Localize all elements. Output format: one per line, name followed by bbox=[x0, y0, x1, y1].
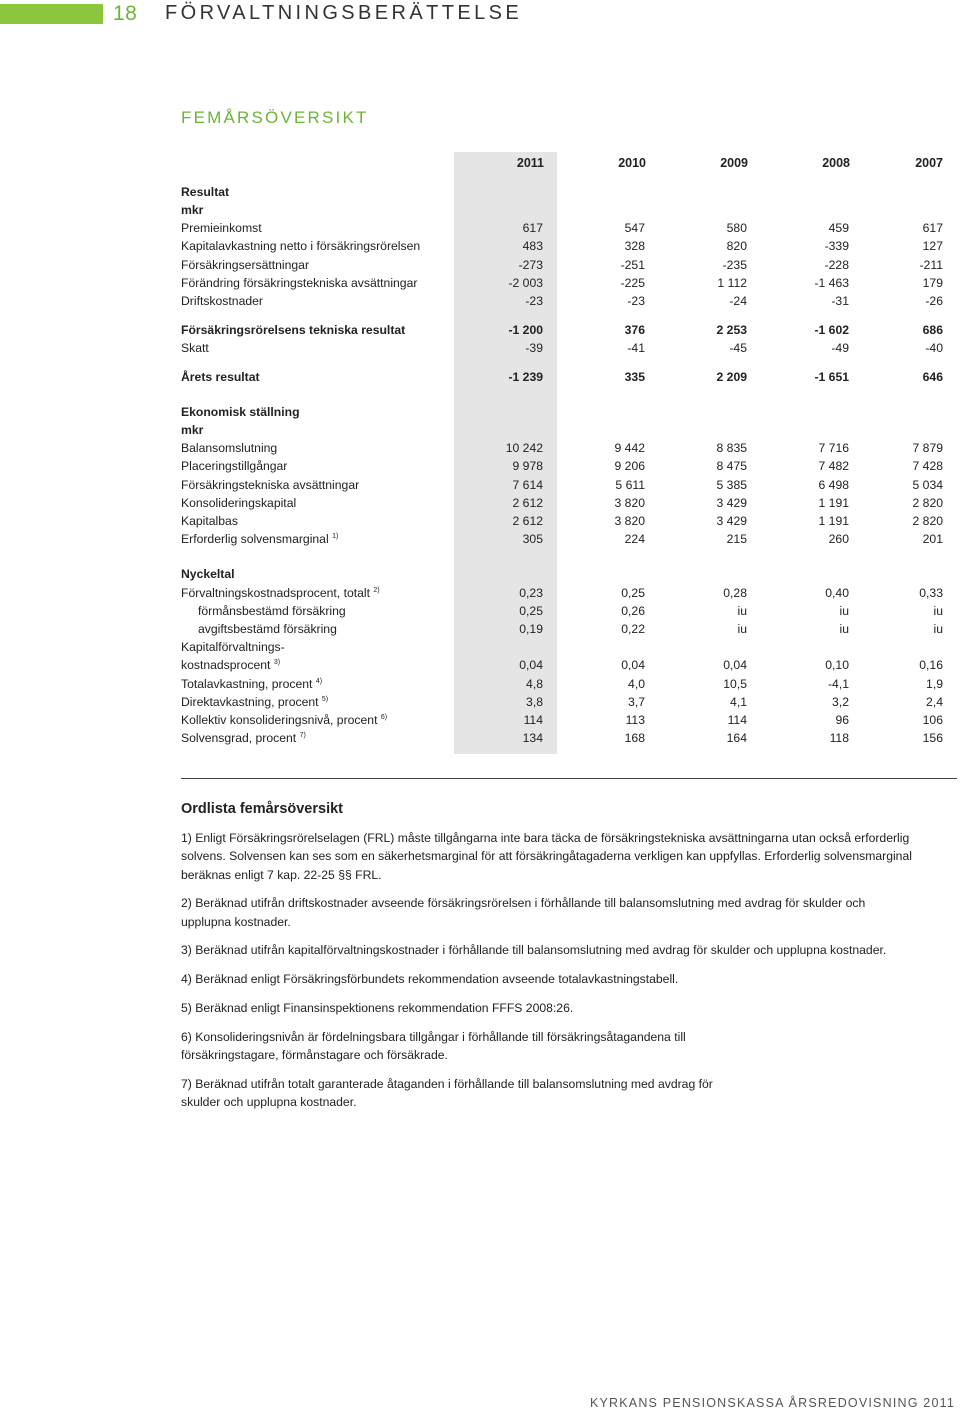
row-label: Kapitalbas bbox=[181, 513, 238, 528]
row-label-text: Totalavkastning, procent bbox=[181, 676, 313, 691]
cell-2009: 1 112 bbox=[717, 275, 747, 290]
table-row bbox=[181, 439, 956, 457]
cell-2011: 2 612 bbox=[512, 495, 543, 510]
unit-row bbox=[181, 421, 956, 439]
table-row bbox=[181, 274, 956, 292]
cell-2007: 106 bbox=[922, 712, 943, 727]
row-label: Försäkringsersättningar bbox=[181, 257, 310, 272]
cell-2009: iu bbox=[737, 621, 747, 636]
cell-2008: 0,40 bbox=[825, 585, 849, 600]
table-row bbox=[181, 494, 956, 512]
annual-result-row bbox=[181, 368, 956, 386]
cell-2009: -24 bbox=[729, 293, 747, 308]
cell-2008: 96 bbox=[835, 712, 849, 727]
cell-2007: 617 bbox=[922, 221, 943, 236]
row-label: Kapitalförvaltnings- bbox=[181, 640, 285, 655]
cell-2009: 5 385 bbox=[716, 477, 747, 492]
section-heading-row bbox=[181, 183, 956, 201]
cell-2009: 2 253 bbox=[716, 322, 747, 337]
cell-2010: 9 442 bbox=[614, 441, 645, 456]
table-row bbox=[181, 693, 956, 711]
table-row bbox=[181, 292, 956, 310]
table-row bbox=[181, 602, 956, 620]
page-header bbox=[0, 0, 960, 26]
cell-2007: 0,33 bbox=[919, 585, 943, 600]
section-title: FEMÅRSÖVERSIKT bbox=[181, 108, 369, 127]
cell-2011: 0,04 bbox=[519, 658, 543, 673]
cell-2011: 2 612 bbox=[512, 513, 543, 528]
cell-2010: -41 bbox=[627, 340, 645, 355]
cell-2007: 2 820 bbox=[912, 513, 943, 528]
cell-2011: 0,25 bbox=[519, 603, 543, 618]
glossary-note: 3) Beräknad utifrån kapitalförvaltningskostnader i förhållande till balansomslutning med avdrag för skulder och upplupna kostnader. bbox=[181, 943, 887, 958]
row-label: förmånsbestämd försäkring bbox=[198, 603, 346, 618]
cell-2008: -339 bbox=[824, 239, 849, 254]
cell-2009: 4,1 bbox=[730, 694, 747, 709]
footnote-marker: 4) bbox=[315, 677, 323, 685]
cell-2011: 617 bbox=[522, 221, 543, 236]
cell-2008: -49 bbox=[831, 340, 849, 355]
cell-2011: 9 978 bbox=[512, 459, 543, 474]
row-label: Konsolideringskapital bbox=[181, 495, 297, 510]
row-label-text: Direktavkastning, procent bbox=[181, 694, 319, 709]
year-header: 2008 bbox=[822, 156, 850, 170]
cell-2011: 0,19 bbox=[519, 621, 543, 636]
row-label: Premieinkomst bbox=[181, 221, 262, 236]
section-heading: Resultat bbox=[181, 184, 230, 199]
cell-2007: 686 bbox=[922, 322, 943, 337]
footnote-marker: 1) bbox=[332, 533, 339, 541]
cell-2008: 3,2 bbox=[832, 694, 849, 709]
glossary-note: 5) Beräknad enligt Finansinspektionens rekommendation FFFS 2008:26. bbox=[181, 1001, 574, 1016]
row-label: Balansomslutning bbox=[181, 441, 278, 456]
section-heading-row bbox=[181, 403, 956, 421]
tax-row bbox=[181, 339, 956, 357]
row-label bbox=[181, 711, 454, 729]
cell-2011: 10 242 bbox=[505, 441, 543, 456]
row-label-text: Förvaltningskostnadsprocent, totalt bbox=[181, 585, 371, 600]
cell-2010: 224 bbox=[624, 532, 645, 547]
cell-2010: 0,26 bbox=[621, 603, 645, 618]
cell-2007: 2 820 bbox=[912, 495, 943, 510]
cell-2007: iu bbox=[933, 621, 943, 636]
table-row bbox=[181, 584, 956, 602]
cell-2008: -4,1 bbox=[827, 676, 849, 691]
row-label bbox=[181, 584, 454, 602]
row-label: Årets resultat bbox=[181, 369, 260, 384]
cell-2008: 7 716 bbox=[818, 441, 849, 456]
cell-2010: 335 bbox=[624, 369, 645, 384]
cell-2008: -1 602 bbox=[814, 322, 849, 337]
cell-2010: 3,7 bbox=[628, 694, 645, 709]
row-label: Kapitalavkastning netto i försäkringsrörelsen bbox=[181, 239, 421, 254]
cell-2011: 7 614 bbox=[512, 477, 543, 492]
year-header: 2009 bbox=[720, 156, 748, 170]
five-year-table-container bbox=[181, 154, 956, 747]
cell-2011: 305 bbox=[522, 532, 543, 547]
table-row bbox=[181, 656, 956, 674]
cell-2011: -1 200 bbox=[508, 322, 543, 337]
cell-2008: -1 463 bbox=[814, 275, 849, 290]
header-title: FÖRVALTNINGSBERÄTTELSE bbox=[165, 2, 523, 24]
table-row bbox=[181, 457, 956, 475]
five-year-table bbox=[181, 154, 956, 747]
cell-2010: 4,0 bbox=[628, 676, 645, 691]
cell-2010: 113 bbox=[625, 712, 645, 727]
cell-2007: 156 bbox=[922, 731, 943, 746]
cell-2009: 3 429 bbox=[716, 495, 747, 510]
cell-2007: 7 428 bbox=[912, 459, 943, 474]
cell-2010: -251 bbox=[620, 257, 645, 272]
technical-result-row bbox=[181, 321, 956, 339]
cell-2009: 114 bbox=[727, 712, 747, 727]
cell-2010: 9 206 bbox=[614, 459, 645, 474]
footnote-marker: 6) bbox=[380, 713, 388, 721]
year-header: 2010 bbox=[618, 156, 646, 170]
header-label-cell bbox=[181, 154, 454, 172]
cell-2010: 0,25 bbox=[621, 585, 645, 600]
cell-2010: 168 bbox=[624, 731, 645, 746]
cell-2011: -273 bbox=[518, 257, 543, 272]
cell-2011: -39 bbox=[525, 340, 543, 355]
cell-2010: 0,22 bbox=[621, 621, 645, 636]
cell-2009: 580 bbox=[726, 221, 747, 236]
glossary-note: 2) Beräknad utifrån driftskostnader avseende försäkringsrörelsen i förhållande till balansomslutning med avdrag för skulder och upplupna kostnader. bbox=[181, 896, 866, 929]
cell-2010: -23 bbox=[627, 293, 645, 308]
cell-2009: -45 bbox=[729, 340, 747, 355]
unit-label: mkr bbox=[181, 422, 204, 437]
year-header: 2007 bbox=[915, 156, 943, 170]
table-row bbox=[181, 620, 956, 638]
glossary-note: 7) Beräknad utifrån totalt garanterade åtaganden i förhållande till balansomslutning med avdrag för skulder och upplupna kostnader. bbox=[181, 1076, 713, 1110]
cell-2007: 2,4 bbox=[926, 694, 943, 709]
cell-2011: -23 bbox=[525, 293, 543, 308]
cell-2009: 820 bbox=[726, 239, 747, 254]
cell-2007: 1,9 bbox=[926, 676, 943, 691]
row-label-text: Kollektiv konsolideringsnivå, procent bbox=[181, 712, 378, 727]
row-label bbox=[181, 656, 454, 674]
year-header-row bbox=[181, 154, 956, 172]
cell-2010: 0,04 bbox=[621, 658, 645, 673]
cell-2007: -40 bbox=[925, 340, 943, 355]
cell-2010: 376 bbox=[624, 322, 645, 337]
cell-2007: 7 879 bbox=[912, 441, 943, 456]
row-label-text: Solvensgrad, procent bbox=[181, 731, 297, 746]
cell-2011: 483 bbox=[522, 239, 543, 254]
table-row bbox=[181, 512, 956, 530]
section-heading-row bbox=[181, 565, 956, 583]
cell-2009: 3 429 bbox=[716, 513, 747, 528]
cell-2008: -228 bbox=[824, 257, 849, 272]
cell-2009: 0,28 bbox=[723, 585, 747, 600]
section-heading: Ekonomisk ställning bbox=[181, 404, 300, 419]
page-number: 18 bbox=[113, 2, 138, 25]
cell-2007: -26 bbox=[925, 293, 943, 308]
cell-2008: iu bbox=[839, 621, 849, 636]
cell-2007: 646 bbox=[922, 369, 943, 384]
table-row bbox=[181, 711, 956, 729]
cell-2009: 8 475 bbox=[716, 459, 747, 474]
row-label-text: kostnadsprocent bbox=[181, 658, 271, 673]
cell-2010: 328 bbox=[624, 239, 645, 254]
cell-2010: 5 611 bbox=[615, 477, 645, 492]
cell-2008: -31 bbox=[831, 293, 849, 308]
cell-2009: -235 bbox=[722, 257, 747, 272]
unit-row bbox=[181, 201, 956, 219]
cell-2009: 8 835 bbox=[716, 441, 747, 456]
cell-2007: iu bbox=[933, 603, 943, 618]
cell-2007: 0,16 bbox=[919, 658, 943, 673]
row-label: Förändring försäkringstekniska avsättningar bbox=[181, 275, 418, 290]
cell-2008: iu bbox=[839, 603, 849, 618]
cell-2008: 118 bbox=[829, 731, 849, 746]
glossary-note: 4) Beräknad enligt Försäkringsförbundets rekommendation avseende totalavkastningstabell. bbox=[181, 972, 679, 987]
row-label: Försäkringsrörelsens tekniska resultat bbox=[181, 322, 406, 337]
glossary bbox=[181, 778, 957, 1122]
row-label bbox=[181, 675, 454, 693]
cell-2010: 547 bbox=[624, 221, 645, 236]
table-row bbox=[181, 729, 956, 747]
section-heading: Nyckeltal bbox=[181, 567, 235, 582]
row-label bbox=[181, 530, 454, 548]
cell-2011: 134 bbox=[522, 731, 543, 746]
cell-2009: 164 bbox=[726, 731, 747, 746]
glossary-title: Ordlista femårsöversikt bbox=[181, 801, 343, 817]
table-row bbox=[181, 675, 956, 693]
cell-2007: 179 bbox=[922, 275, 943, 290]
table-row bbox=[181, 638, 956, 656]
header-color-block bbox=[0, 4, 103, 24]
cell-2008: -1 651 bbox=[814, 369, 849, 384]
cell-2008: 459 bbox=[828, 221, 849, 236]
cell-2007: 127 bbox=[922, 239, 943, 254]
year-header: 2011 bbox=[516, 156, 544, 170]
cell-2009: 215 bbox=[726, 532, 747, 547]
cell-2010: 3 820 bbox=[614, 513, 645, 528]
cell-2011: -1 239 bbox=[508, 369, 543, 384]
cell-2010: 3 820 bbox=[614, 495, 645, 510]
row-label bbox=[181, 729, 454, 747]
cell-2011: 3,8 bbox=[526, 694, 543, 709]
table-row bbox=[181, 530, 956, 548]
footnote-marker: 5) bbox=[321, 695, 329, 703]
cell-2008: 0,10 bbox=[825, 658, 849, 673]
footnote-marker: 3) bbox=[273, 659, 281, 667]
unit-label: mkr bbox=[181, 202, 204, 217]
cell-2011: 114 bbox=[523, 712, 543, 727]
cell-2008: 260 bbox=[828, 532, 849, 547]
table-row bbox=[181, 237, 956, 255]
cell-2011: 0,23 bbox=[519, 585, 543, 600]
row-label: Placeringstillgångar bbox=[181, 459, 288, 474]
row-label bbox=[181, 693, 454, 711]
cell-2009: iu bbox=[737, 603, 747, 618]
cell-2009: 2 209 bbox=[716, 369, 747, 384]
cell-2009: 10,5 bbox=[723, 676, 747, 691]
page-footer: KYRKANS PENSIONSKASSA ÅRSREDOVISNING 2011 bbox=[589, 1396, 955, 1410]
cell-2008: 7 482 bbox=[818, 459, 849, 474]
row-label-text: Erforderlig solvensmarginal bbox=[181, 532, 329, 547]
cell-2011: 4,8 bbox=[526, 676, 543, 691]
table-row bbox=[181, 219, 956, 237]
row-label: Försäkringstekniska avsättningar bbox=[181, 477, 360, 492]
cell-2007: 201 bbox=[922, 532, 943, 547]
table-row bbox=[181, 476, 956, 494]
cell-2011: -2 003 bbox=[508, 275, 543, 290]
cell-2009: 0,04 bbox=[723, 658, 747, 673]
table-row bbox=[181, 256, 956, 274]
cell-2008: 1 191 bbox=[818, 495, 849, 510]
cell-2007: 5 034 bbox=[912, 477, 943, 492]
row-label: avgiftsbestämd försäkring bbox=[198, 621, 337, 636]
glossary-note: 6) Konsolideringsnivån är fördelningsbara tillgångar i förhållande till försäkringsåtagandena till försäkringstagare, förmånstagare och försäkrade. bbox=[181, 1029, 686, 1063]
cell-2007: -211 bbox=[919, 257, 943, 272]
footnote-marker: 2) bbox=[373, 586, 380, 594]
row-label: Skatt bbox=[181, 340, 209, 355]
cell-2008: 6 498 bbox=[818, 477, 849, 492]
footnote-marker: 7) bbox=[299, 732, 306, 740]
row-label: Driftskostnader bbox=[181, 293, 263, 308]
glossary-note: 1) Enligt Försäkringsrörelselagen (FRL) måste tillgångarna inte bara täcka de försäkringstekniska avsättningarna utan också erforderlig solvens. Solvensen kan ses som en säkerhetsmarginal för att försäkringåtagaderna verkligen kan uppfyllas. Erforderlig solvensmarginal beräknas enligt 7 kap. 22-25 §§ FRL. bbox=[181, 831, 912, 882]
cell-2010: -225 bbox=[620, 275, 645, 290]
glossary-divider bbox=[181, 778, 957, 779]
cell-2008: 1 191 bbox=[818, 513, 849, 528]
